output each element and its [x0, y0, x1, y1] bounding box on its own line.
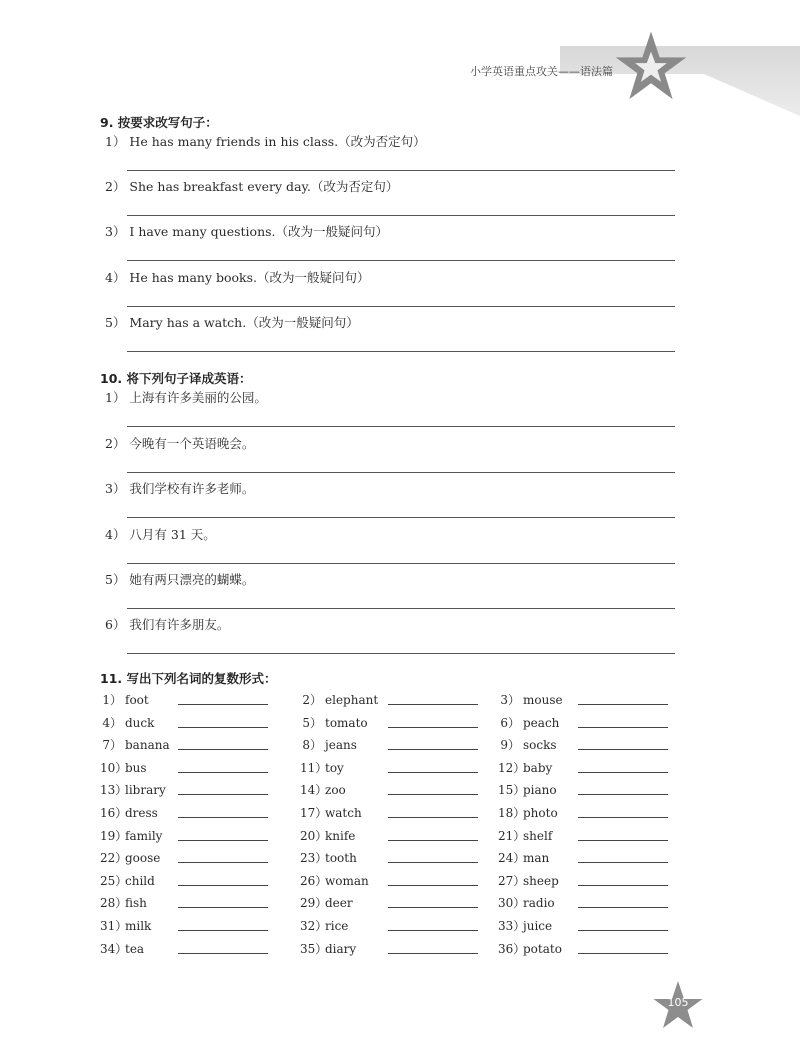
noun-item [498, 714, 688, 734]
noun-word: duck [125, 715, 155, 730]
noun-number: 12） [498, 760, 526, 775]
noun-number: 31） [100, 919, 128, 933]
noun-item [100, 894, 290, 914]
noun-row [100, 917, 680, 939]
noun-item [100, 759, 290, 779]
question-text: 6） 我们有许多朋友。 [105, 617, 230, 632]
noun-item [100, 849, 290, 869]
noun-word: elephant [325, 693, 379, 707]
section-9-title [100, 112, 680, 131]
plural-answer-blank[interactable] [388, 953, 478, 954]
noun-word: bus [125, 760, 147, 775]
noun-item [498, 849, 688, 869]
noun-number: 34） [100, 941, 128, 956]
noun-number: 26） [300, 873, 328, 888]
noun-number: 20） [300, 828, 328, 843]
noun-item [300, 804, 490, 824]
section-10-question [105, 527, 675, 543]
noun-item [300, 691, 490, 711]
plural-answer-blank[interactable] [578, 727, 668, 728]
noun-number: 7） [102, 738, 122, 753]
noun-number: 18） [498, 806, 526, 820]
noun-word: knife [325, 828, 356, 843]
noun-number: 28） [100, 896, 128, 911]
noun-number: 25） [100, 873, 128, 888]
answer-line[interactable] [127, 653, 675, 654]
noun-word: jeans [325, 738, 357, 753]
noun-number: 5） [302, 715, 322, 730]
answer-line[interactable] [127, 260, 675, 261]
noun-number: 17） [300, 806, 328, 820]
plural-answer-blank[interactable] [178, 794, 268, 795]
answer-line[interactable] [127, 306, 675, 307]
noun-number: 35） [300, 941, 328, 956]
noun-item [100, 940, 290, 960]
noun-word: toy [325, 760, 344, 775]
plural-answer-blank[interactable] [178, 907, 268, 908]
plural-answer-blank[interactable] [388, 885, 478, 886]
section-9-question [105, 270, 675, 286]
page-number: 105 [667, 996, 689, 1009]
noun-word: dress [125, 806, 158, 820]
noun-number: 32） [300, 919, 328, 933]
noun-item [300, 714, 490, 734]
plural-answer-blank[interactable] [388, 727, 478, 728]
plural-answer-blank[interactable] [178, 772, 268, 773]
answer-line[interactable] [127, 472, 675, 473]
plural-answer-blank[interactable] [388, 772, 478, 773]
answer-line[interactable] [127, 426, 675, 427]
section-10-question [105, 481, 675, 497]
question-text: 3） 我们学校有许多老师。 [105, 481, 255, 496]
plural-answer-blank[interactable] [178, 817, 268, 818]
noun-number: 8） [302, 738, 322, 753]
noun-item [100, 691, 290, 711]
plural-answer-blank[interactable] [388, 862, 478, 863]
noun-word: tooth [325, 851, 357, 866]
noun-row [100, 736, 680, 758]
answer-line[interactable] [127, 563, 675, 564]
noun-item [498, 691, 688, 711]
noun-word: rice [325, 919, 349, 933]
section-10-question [105, 617, 675, 633]
plural-answer-blank[interactable] [578, 840, 668, 841]
noun-item [100, 736, 290, 756]
noun-number: 15） [498, 783, 526, 798]
noun-number: 16） [100, 806, 128, 820]
plural-answer-blank[interactable] [388, 704, 478, 705]
noun-item [498, 940, 688, 960]
answer-line[interactable] [127, 608, 675, 609]
plural-answer-blank[interactable] [578, 704, 668, 705]
answer-line[interactable] [127, 517, 675, 518]
noun-number: 11） [300, 760, 328, 775]
noun-word: library [125, 783, 166, 798]
noun-word: baby [523, 760, 553, 775]
question-text: 2） 今晚有一个英语晚会。 [105, 436, 255, 451]
noun-row [100, 827, 680, 849]
question-text: 2） She has breakfast every day.（改为否定句） [105, 179, 399, 194]
question-text: 5） 她有两只漂亮的蝴蝶。 [105, 572, 255, 587]
noun-word: deer [325, 896, 353, 911]
noun-number: 21） [498, 828, 526, 843]
noun-word: photo [523, 806, 558, 820]
noun-item [498, 759, 688, 779]
noun-word: sheep [523, 873, 559, 888]
plural-answer-blank[interactable] [578, 772, 668, 773]
question-text: 1） 上海有许多美丽的公园。 [105, 390, 267, 405]
noun-item [498, 827, 688, 847]
noun-word: man [523, 851, 550, 866]
plural-answer-blank[interactable] [178, 930, 268, 931]
noun-word: potato [523, 941, 562, 956]
noun-word: family [125, 828, 163, 843]
noun-item [100, 872, 290, 892]
plural-answer-blank[interactable] [578, 794, 668, 795]
plural-answer-blank[interactable] [178, 840, 268, 841]
noun-word: mouse [523, 693, 563, 707]
noun-item [300, 940, 490, 960]
noun-word: child [125, 873, 155, 888]
noun-row [100, 849, 680, 871]
plural-answer-blank[interactable] [388, 930, 478, 931]
noun-row [100, 940, 680, 962]
noun-item [100, 714, 290, 734]
question-text: 1） He has many friends in his class.（改为否定句） [105, 134, 426, 149]
noun-item [498, 894, 688, 914]
noun-item [498, 736, 688, 756]
noun-number: 14） [300, 783, 328, 798]
noun-number: 3） [500, 693, 520, 707]
noun-item [300, 894, 490, 914]
noun-word: diary [325, 941, 357, 956]
noun-row [100, 714, 680, 736]
noun-item [300, 872, 490, 892]
section-10-question [105, 436, 675, 452]
noun-item [300, 849, 490, 869]
header-title: 小学英语重点攻关——语法篇 [470, 65, 613, 78]
plural-answer-blank[interactable] [578, 749, 668, 750]
section-9-question [105, 179, 675, 195]
answer-line[interactable] [127, 170, 675, 171]
noun-word: socks [523, 738, 557, 753]
noun-row [100, 759, 680, 781]
plural-answer-blank[interactable] [578, 953, 668, 954]
noun-word: watch [325, 806, 362, 820]
section-10-title [100, 368, 680, 387]
plural-answer-blank[interactable] [388, 794, 478, 795]
noun-word: shelf [523, 828, 553, 843]
noun-item [300, 781, 490, 801]
noun-number: 4） [102, 715, 122, 730]
plural-answer-blank[interactable] [388, 907, 478, 908]
noun-row [100, 691, 680, 713]
question-text: 5） Mary has a watch.（改为一般疑问句） [105, 315, 359, 330]
noun-word: zoo [325, 783, 346, 798]
plural-answer-blank[interactable] [178, 749, 268, 750]
question-text: 3） I have many questions.（改为一般疑问句） [105, 224, 389, 239]
noun-word: juice [523, 919, 553, 933]
plural-answer-blank[interactable] [388, 749, 478, 750]
noun-number: 9） [500, 738, 520, 753]
noun-word: tomato [325, 715, 368, 730]
noun-word: banana [125, 738, 170, 753]
plural-answer-blank[interactable] [178, 953, 268, 954]
noun-item [498, 781, 688, 801]
section-9-question [105, 224, 675, 240]
noun-number: 30） [498, 896, 526, 911]
noun-number: 23） [300, 851, 328, 866]
section-9-heading: 9. 按要求改写句子： [100, 115, 218, 130]
question-text: 4） He has many books.（改为一般疑问句） [105, 270, 370, 285]
noun-row [100, 894, 680, 916]
section-9-question [105, 315, 675, 331]
noun-number: 24） [498, 851, 526, 866]
plural-answer-blank[interactable] [578, 862, 668, 863]
noun-row [100, 781, 680, 803]
noun-number: 2） [302, 693, 322, 707]
answer-line[interactable] [127, 215, 675, 216]
noun-number: 10） [100, 760, 128, 775]
header-star-icon [615, 30, 687, 102]
plural-answer-blank[interactable] [178, 885, 268, 886]
noun-item [100, 917, 290, 937]
noun-number: 1） [102, 693, 122, 707]
plural-answer-blank[interactable] [578, 885, 668, 886]
noun-item [300, 827, 490, 847]
noun-word: piano [523, 783, 557, 798]
noun-number: 29） [300, 896, 328, 911]
noun-number: 6） [500, 715, 520, 730]
noun-word: tea [125, 941, 145, 956]
plural-answer-blank[interactable] [178, 862, 268, 863]
question-text: 4） 八月有 31 天。 [105, 527, 216, 542]
noun-number: 22） [100, 851, 128, 866]
noun-number: 27） [498, 873, 526, 888]
plural-answer-blank[interactable] [578, 817, 668, 818]
noun-item [498, 917, 688, 937]
plural-answer-blank[interactable] [178, 704, 268, 705]
noun-number: 36） [498, 941, 526, 956]
plural-answer-blank[interactable] [178, 727, 268, 728]
noun-row [100, 872, 680, 894]
noun-word: woman [325, 873, 369, 888]
noun-item [498, 804, 688, 824]
noun-number: 33） [498, 919, 526, 933]
noun-number: 13） [100, 783, 128, 798]
noun-item [100, 781, 290, 801]
noun-word: foot [125, 693, 149, 707]
section-10-question [105, 572, 675, 588]
noun-item [498, 872, 688, 892]
section-10-heading: 10. 将下列句子译成英语： [100, 371, 252, 386]
noun-item [300, 917, 490, 937]
noun-item [100, 827, 290, 847]
noun-item [300, 736, 490, 756]
noun-row [100, 804, 680, 826]
plural-answer-blank[interactable] [578, 930, 668, 931]
noun-word: fish [125, 896, 147, 911]
noun-number: 19） [100, 828, 128, 843]
plural-answer-blank[interactable] [388, 817, 478, 818]
plural-answer-blank[interactable] [578, 907, 668, 908]
noun-item [100, 804, 290, 824]
section-11-title [100, 668, 680, 687]
plural-answer-blank[interactable] [388, 840, 478, 841]
noun-word: milk [125, 919, 152, 933]
noun-word: peach [523, 715, 560, 730]
answer-line[interactable] [127, 351, 675, 352]
section-10-question [105, 390, 675, 406]
section-11-heading: 11. 写出下列名词的复数形式： [100, 671, 277, 686]
noun-word: radio [523, 896, 555, 911]
section-9-question [105, 134, 675, 150]
noun-item [300, 759, 490, 779]
noun-word: goose [125, 851, 161, 866]
